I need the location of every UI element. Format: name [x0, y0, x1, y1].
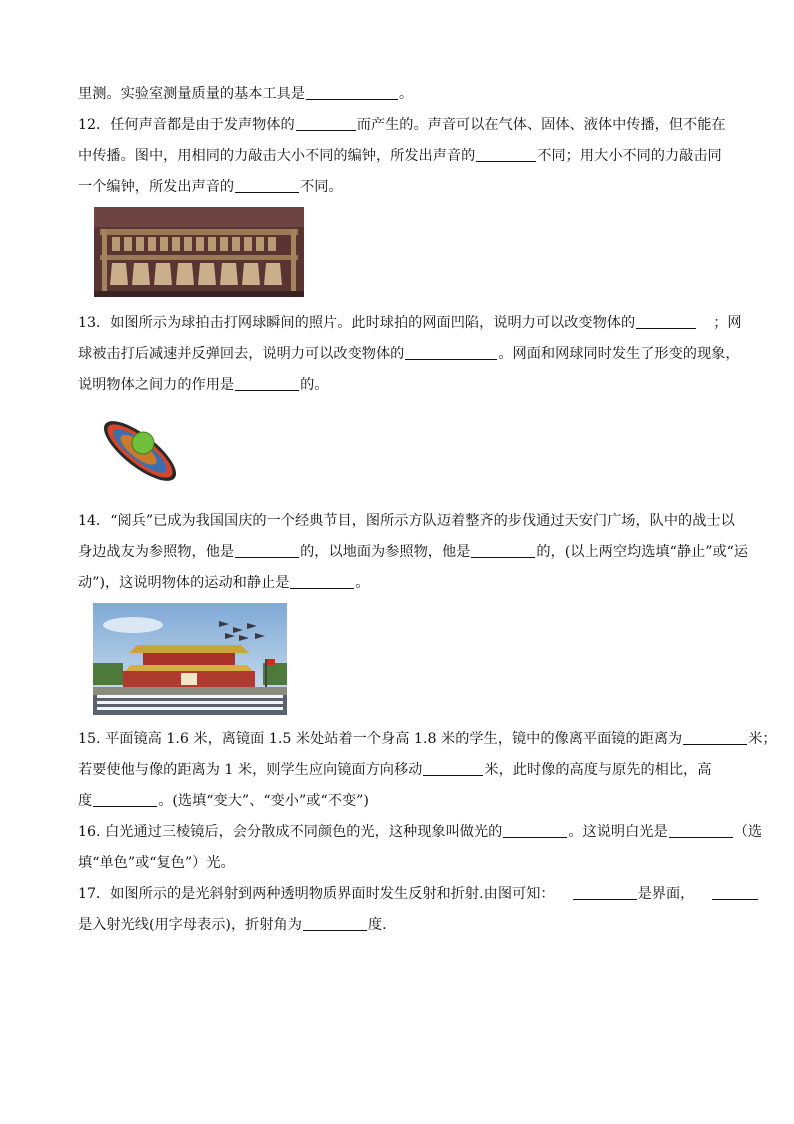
text: 中传播。图中，用相同的力敲击大小不同的编钟，所发出声音的 [78, 148, 476, 164]
text: 米，此时像的高度与原先的相比，高 [484, 762, 712, 778]
prev-question-line-1 [78, 84, 750, 104]
text: 不同；用大小不同的力敲击同 [537, 148, 722, 164]
text: 身边战友为参照物，他是 [78, 544, 235, 560]
q12-line-2 [78, 146, 750, 166]
q15-line-3 [78, 791, 750, 811]
text: 。这说明白光是 [568, 824, 668, 840]
text: （选 [733, 824, 763, 840]
answer-blank[interactable] [423, 761, 483, 776]
answer-blank[interactable] [636, 314, 696, 329]
text: 不同。 [300, 179, 343, 195]
q15-line-2 [78, 760, 750, 780]
bells-illustration [94, 207, 304, 297]
answer-blank[interactable] [683, 730, 747, 745]
answer-blank[interactable] [712, 885, 758, 900]
text: 的。 [300, 377, 329, 393]
q14-line-2 [78, 542, 750, 562]
text: 14．“阅兵”已成为我国国庆的一个经典节目，图所示方队迈着整齐的步伐通过天安门广场，队中的战士以 [78, 513, 735, 529]
text: 。(选填“变大”、“变小”或“不变”) [158, 793, 369, 809]
answer-blank[interactable] [471, 543, 535, 558]
text: 。 [355, 575, 370, 591]
q13-line-3 [78, 375, 750, 395]
q14-line-1 [78, 511, 750, 531]
answer-blank[interactable] [669, 823, 733, 838]
text: 一个编钟，所发出声音的 [78, 179, 235, 195]
text: 动”)，这说明物体的运动和静止是 [78, 575, 290, 591]
text: 而产生的。声音可以在气体、固体、液体中传播，但不能在 [356, 117, 726, 133]
q13-line-1 [78, 313, 750, 333]
q13-line-2 [78, 344, 750, 364]
text: 16. 白光通过三棱镜后，会分散成不同颜色的光，这种现象叫做光的 [78, 824, 503, 840]
bianzhong-bells-image [94, 207, 304, 297]
text: 。 [399, 86, 414, 102]
answer-blank[interactable] [405, 345, 497, 360]
answer-blank[interactable] [573, 885, 637, 900]
text: 里测。实验室测量质量的基本工具是 [78, 86, 306, 102]
q12-line-3 [78, 177, 750, 197]
q16-line-2 [78, 853, 750, 873]
text: 12．任何声音都是由于发声物体的 [78, 117, 295, 133]
text: 13．如图所示为球拍击打网球瞬间的照片。此时球拍的网面凹陷，说明力可以改变物体的 [78, 315, 636, 331]
q17-line-1 [78, 884, 750, 904]
q15-line-1 [78, 729, 777, 749]
q14-line-3 [78, 573, 750, 593]
text: 。网面和网球同时发生了形变的现象， [498, 346, 740, 362]
text: 球被击打后减速并反弹回去，说明力可以改变物体的 [78, 346, 405, 362]
answer-blank[interactable] [303, 916, 367, 931]
answer-blank[interactable] [296, 116, 356, 131]
answer-blank[interactable] [503, 823, 567, 838]
answer-blank[interactable] [290, 574, 354, 589]
answer-blank[interactable] [235, 178, 299, 193]
text: 15. 平面镜高 1.6 米，离镜面 1.5 米处站着一个身高 1.8 米的学生，镜中的像离平面镜的距离为 [78, 731, 683, 747]
text: 是界面， [637, 886, 695, 902]
parade-illustration [93, 603, 287, 715]
text: 米； [748, 731, 777, 747]
racket-illustration [98, 410, 182, 492]
text: 17．如图所示的是光斜射到两种透明物质界面时发生反射和折射.由图可知： [78, 886, 555, 902]
text: 的，(以上两空均选填“静止”或“运 [536, 544, 749, 560]
text: ；网 [713, 315, 742, 331]
text: 的，以地面为参照物，他是 [300, 544, 471, 560]
text: 是入射光线(用字母表示)，折射角为 [78, 917, 302, 933]
text: 度. [367, 917, 387, 933]
q17-line-2 [78, 915, 750, 935]
answer-blank[interactable] [235, 543, 299, 558]
answer-blank[interactable] [235, 376, 299, 391]
text: 若要使他与像的距离为 1 米，则学生应向镜面方向移动 [78, 762, 423, 778]
q12-line-1 [78, 115, 750, 135]
tennis-racket-image [98, 410, 182, 492]
text: 说明物体之间力的作用是 [78, 377, 235, 393]
q16-line-1 [78, 822, 763, 842]
answer-blank[interactable] [476, 147, 536, 162]
text: 度 [78, 793, 93, 809]
tiananmen-parade-image [93, 603, 287, 715]
answer-blank[interactable] [93, 792, 157, 807]
text: 填“单色”或“复色”）光。 [78, 855, 235, 871]
answer-blank[interactable] [306, 85, 398, 100]
